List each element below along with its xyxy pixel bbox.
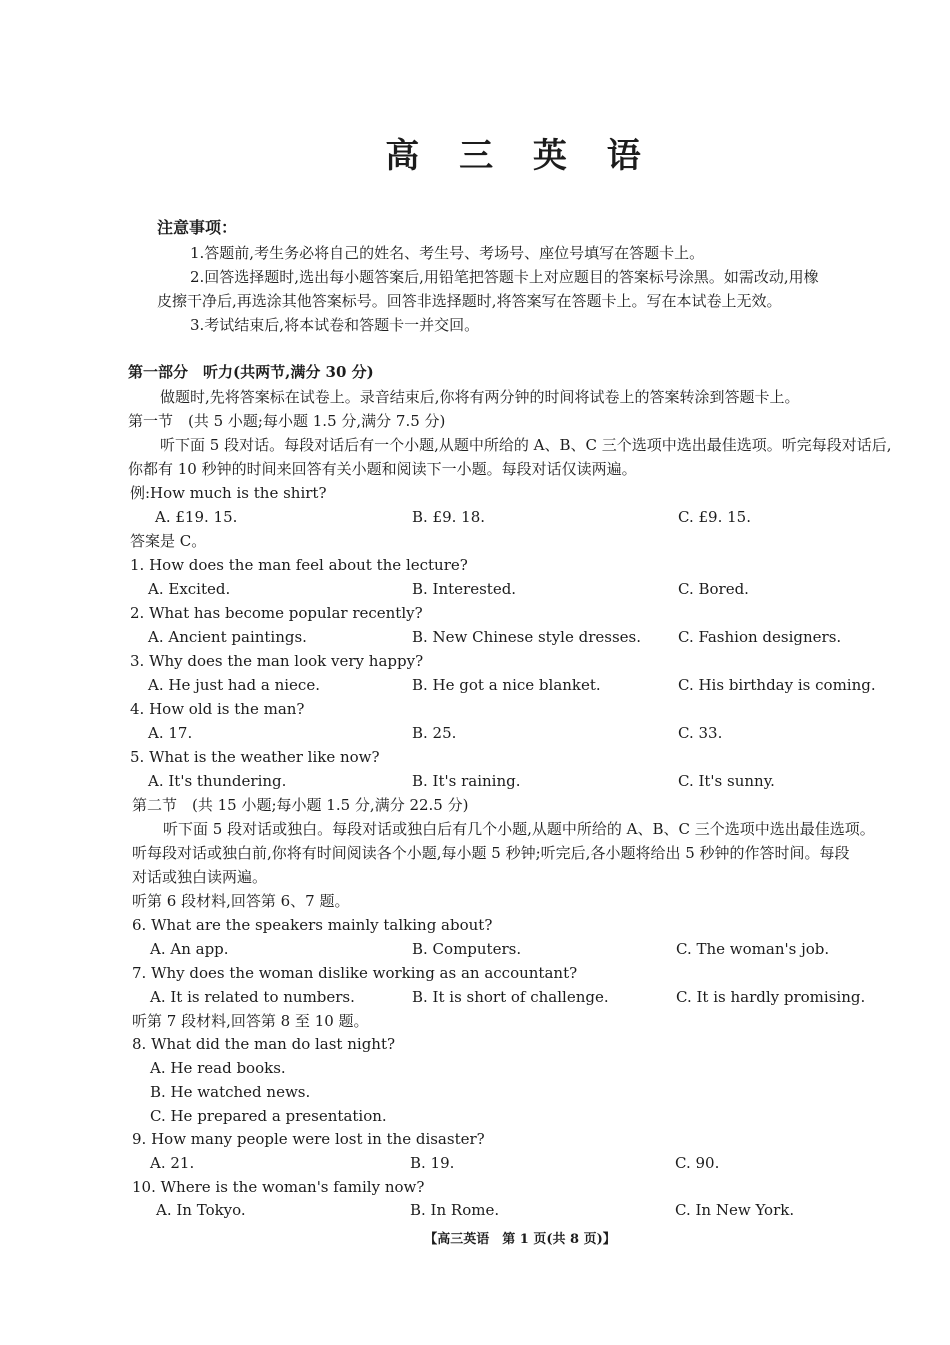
question-5-option-b: B. It's raining.: [412, 772, 521, 790]
question-3: 3. Why does the man look very happy?: [130, 652, 424, 670]
question-10: 10. Where is the woman's family now?: [132, 1178, 425, 1196]
question-3-option-a: A. He just had a niece.: [148, 676, 320, 694]
question-4: 4. How old is the man?: [130, 700, 305, 718]
question-9-option-b: B. 19.: [410, 1154, 455, 1172]
part1-heading: 第一部分 听力(共两节,满分 30 分): [128, 363, 374, 381]
question-5-option-a: A. It's thundering.: [148, 772, 287, 790]
question-2-option-b: B. New Chinese style dresses.: [412, 628, 642, 646]
example-answer: 答案是 C。: [130, 532, 207, 550]
question-4-option-b: B. 25.: [412, 724, 457, 742]
page-title: 高 三 英 语: [385, 136, 655, 176]
material-6-heading: 听第 6 段材料,回答第 6、7 题。: [132, 892, 350, 910]
question-5-option-c: C. It's sunny.: [678, 772, 775, 790]
section2-instruction-line-3: 对话或独白读两遍。: [132, 868, 268, 886]
example-option-b: B. £9. 18.: [412, 508, 486, 526]
question-2: 2. What has become popular recently?: [130, 604, 423, 622]
question-7: 7. Why does the woman dislike working as an accountant?: [132, 964, 578, 982]
example-option-a: A. £19. 15.: [155, 508, 238, 526]
question-8-option-c: C. He prepared a presentation.: [150, 1107, 387, 1125]
notice-heading: 注意事项：: [157, 218, 238, 237]
material-7-heading: 听第 7 段材料,回答第 8 至 10 题。: [132, 1012, 369, 1030]
question-6-option-c: C. The woman's job.: [676, 940, 830, 958]
question-2-option-a: A. Ancient paintings.: [148, 628, 307, 646]
question-8-option-b: B. He watched news.: [150, 1083, 311, 1101]
notice-item-3: 3.考试结束后,将本试卷和答题卡一并交回。: [190, 316, 480, 334]
section2-instruction-line-2: 听每段对话或独白前,你将有时间阅读各个小题,每小题 5 秒钟;听完后,各小题将给出 5 秒钟的作答时间。每段: [132, 844, 850, 862]
question-10-option-b: B. In Rome.: [410, 1201, 500, 1219]
question-10-option-a: A. In Tokyo.: [156, 1201, 246, 1219]
question-8: 8. What did the man do last night?: [132, 1035, 396, 1053]
question-9-option-c: C. 90.: [675, 1154, 720, 1172]
example-question: 例:How much is the shirt?: [130, 484, 327, 502]
example-option-c: C. £9. 15.: [678, 508, 751, 526]
section1-heading: 第一节 (共 5 小题;每小题 1.5 分,满分 7.5 分): [128, 412, 446, 430]
question-4-option-a: A. 17.: [148, 724, 193, 742]
page-footer: 【高三英语 第 1 页(共 8 页)】: [424, 1232, 616, 1247]
question-9-option-a: A. 21.: [150, 1154, 195, 1172]
section2-heading: 第二节 (共 15 小题;每小题 1.5 分,满分 22.5 分): [132, 796, 469, 814]
question-7-option-a: A. It is related to numbers.: [150, 988, 355, 1006]
question-3-option-b: B. He got a nice blanket.: [412, 676, 601, 694]
question-7-option-c: C. It is hardly promising.: [676, 988, 866, 1006]
question-10-option-c: C. In New York.: [675, 1201, 795, 1219]
question-1-option-a: A. Excited.: [148, 580, 231, 598]
question-9: 9. How many people were lost in the disaster?: [132, 1130, 485, 1148]
question-6-option-b: B. Computers.: [412, 940, 522, 958]
question-6-option-a: A. An app.: [150, 940, 229, 958]
notice-item-1: 1.答题前,考生务必将自己的姓名、考生号、考场号、座位号填写在答题卡上。: [190, 244, 705, 262]
question-1-option-b: B. Interested.: [412, 580, 517, 598]
section1-instruction-line-1: 听下面 5 段对话。每段对话后有一个小题,从题中所给的 A、B、C 三个选项中选出最佳选项。听完每段对话后,: [160, 436, 892, 454]
question-8-option-a: A. He read books.: [150, 1059, 286, 1077]
notice-item-2-line-2: 皮擦干净后,再选涂其他答案标号。回答非选择题时,将答案写在答题卡上。写在本试卷上无效。: [157, 292, 782, 310]
question-2-option-c: C. Fashion designers.: [678, 628, 842, 646]
question-3-option-c: C. His birthday is coming.: [678, 676, 876, 694]
part1-intro: 做题时,先将答案标在试卷上。录音结束后,你将有两分钟的时间将试卷上的答案转涂到答题卡上。: [160, 388, 800, 406]
question-5: 5. What is the weather like now?: [130, 748, 380, 766]
question-1: 1. How does the man feel about the lecture?: [130, 556, 468, 574]
question-4-option-c: C. 33.: [678, 724, 723, 742]
question-1-option-c: C. Bored.: [678, 580, 749, 598]
section2-instruction-line-1: 听下面 5 段对话或独白。每段对话或独白后有几个小题,从题中所给的 A、B、C 三个选项中选出最佳选项。: [163, 820, 875, 838]
question-6: 6. What are the speakers mainly talking about?: [132, 916, 493, 934]
question-7-option-b: B. It is short of challenge.: [412, 988, 609, 1006]
section1-instruction-line-2: 你都有 10 秒钟的时间来回答有关小题和阅读下一小题。每段对话仅读两遍。: [128, 460, 637, 478]
notice-item-2-line-1: 2.回答选择题时,选出每小题答案后,用铅笔把答题卡上对应题目的答案标号涂黑。如需改动,用橡: [190, 268, 819, 286]
